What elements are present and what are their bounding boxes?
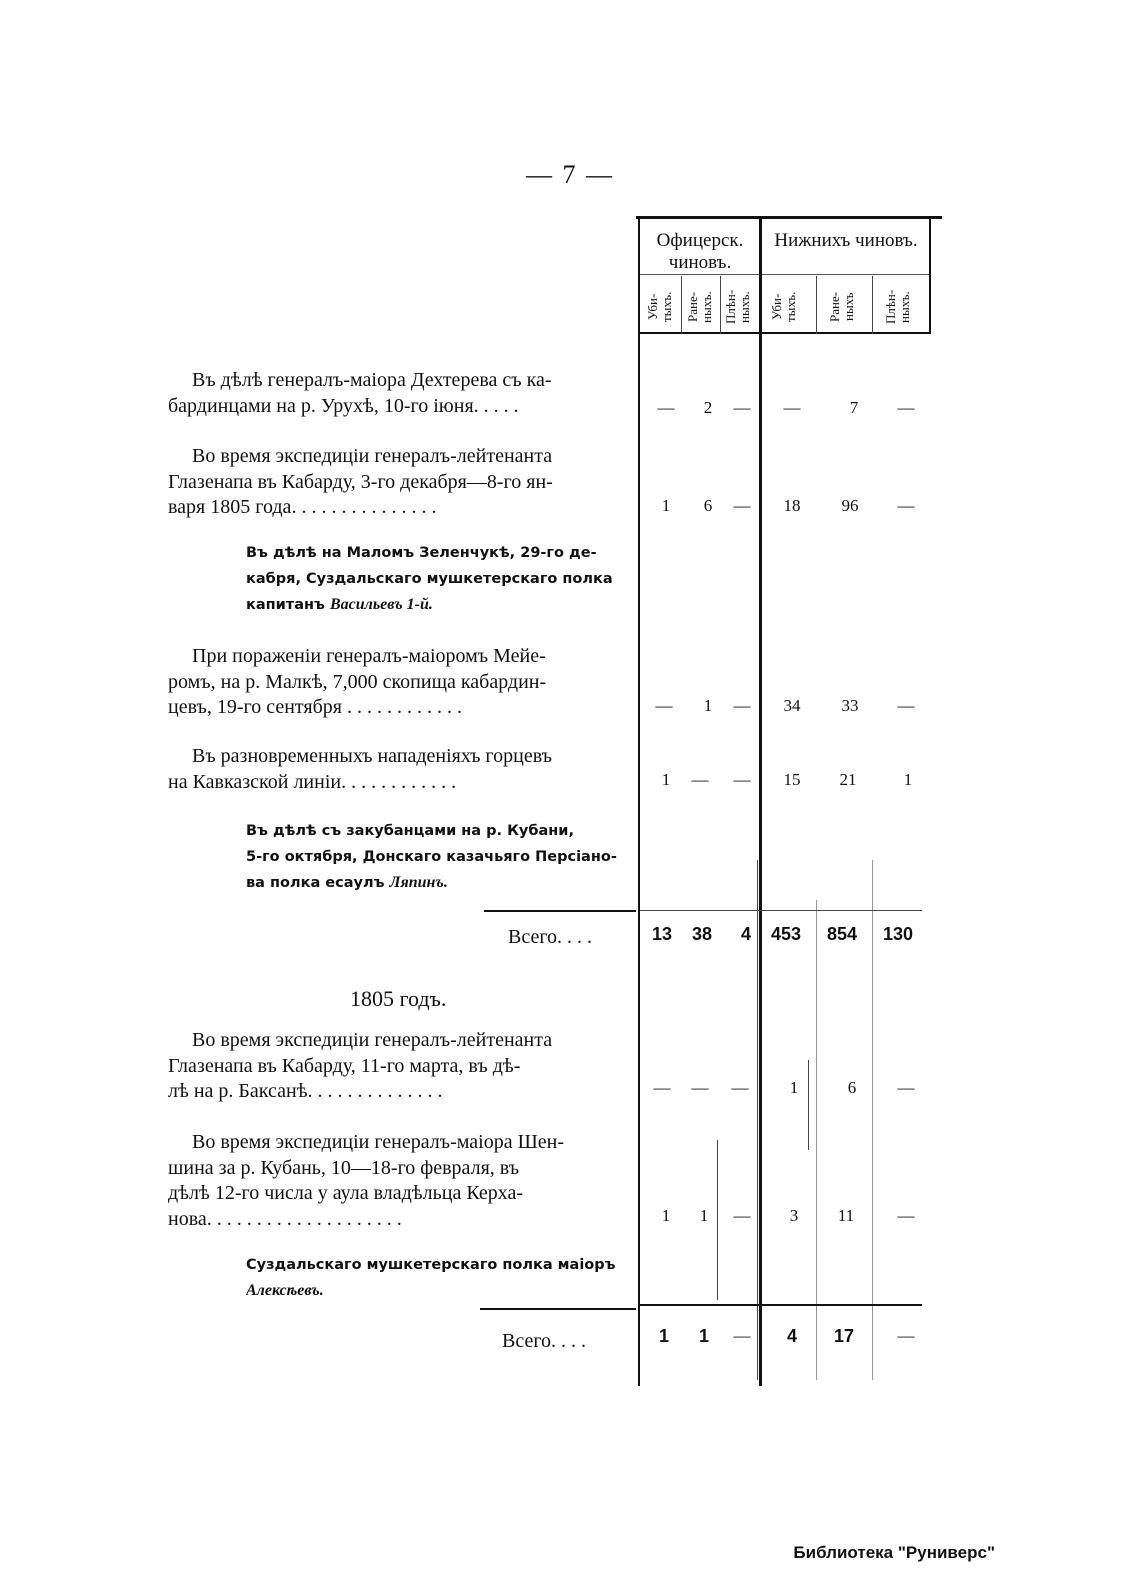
value-cell: 2 <box>703 398 713 417</box>
value-cell: — <box>691 770 709 789</box>
note-line: 5-го октября, Донскаго казачьяго Персіано- <box>246 849 617 865</box>
value-cell: — <box>733 696 751 715</box>
sub-header-wounded-officers: Ране- ныхъ. <box>685 291 714 323</box>
sub-header-wounded-lower: Ране- ныхъ <box>827 291 856 323</box>
value-cell: 1 <box>789 1078 799 1097</box>
total-cell: 13 <box>651 924 673 944</box>
entry-line: варя 1805 года. . . . . . . . . . . . . . . <box>168 496 437 518</box>
value-cell: 33 <box>841 696 859 715</box>
total-cell: — <box>897 1326 915 1345</box>
entry-caucasus-line <box>168 744 630 795</box>
total-cell: — <box>733 1326 751 1345</box>
entry-line: Глазенапа въ Кабарду, 3-го декабря—8-го ян- <box>168 470 553 493</box>
total-label: Всего. . . . <box>508 926 593 948</box>
entry-line: бардинцами на р. Урухѣ, 10-го іюня. . . . . <box>168 394 519 417</box>
entry-line: Во время экспедиціи генералъ-лейтенанта <box>192 445 553 467</box>
value-cell: 18 <box>783 496 801 515</box>
entry-meyer <box>168 644 630 721</box>
note-line: Въ дѣлѣ съ закубанцами на р. Кубани, <box>246 823 574 839</box>
total-cell: 4 <box>740 924 751 944</box>
note-line: Суздальскаго мушкетерскаго полка маіоръ <box>246 1257 616 1273</box>
value-cell: — <box>733 496 751 515</box>
total-cell: 453 <box>770 924 802 944</box>
total-cell: 17 <box>833 1326 855 1346</box>
value-cell: — <box>897 696 915 715</box>
value-cell: 15 <box>783 770 801 789</box>
note-officer-name: Алексѣевъ. <box>246 1282 324 1299</box>
value-cell: 34 <box>783 696 801 715</box>
value-cell: 7 <box>849 398 859 417</box>
lower-ranks-header: Нижнихъ чиновъ. <box>774 230 918 251</box>
value-cell: 1 <box>661 1206 671 1225</box>
value-cell: 1 <box>661 496 671 515</box>
note-officer-name: Васильевъ 1-й. <box>329 596 433 613</box>
entry-glazenap-1805 <box>168 1028 630 1105</box>
entry-line: дѣлѣ 12-го числа у аула владѣльца Керха- <box>168 1182 524 1204</box>
value-cell: 96 <box>841 496 859 515</box>
value-cell: — <box>731 1078 749 1097</box>
note-line: кабря, Суздальскаго мушкетерскаго полка <box>246 571 613 587</box>
entry-line: ромъ, на р. Малкѣ, 7,000 скопища кабардин- <box>168 670 547 693</box>
note-prefix: капитанъ <box>246 597 330 613</box>
total-cell: 38 <box>691 924 713 944</box>
value-cell: — <box>897 496 915 515</box>
note-alekseev <box>246 1252 632 1304</box>
entry-line: Во время экспедиціи генералъ-маіора Шен- <box>192 1131 565 1153</box>
value-cell: 11 <box>837 1206 855 1225</box>
value-cell: 1 <box>703 696 713 715</box>
sub-header-captured-lower: Плѣн- ныхъ. <box>883 289 912 325</box>
entry-line: на Кавказской линіи. . . . . . . . . . . . <box>168 770 457 793</box>
value-cell: — <box>897 1078 915 1097</box>
page-number: — 7 — <box>526 160 614 189</box>
value-cell: 1 <box>661 770 671 789</box>
officers-header: Офицерск. чиновъ. <box>656 230 744 273</box>
entry-line: нова. . . . . . . . . . . . . . . . . . . . <box>168 1207 402 1230</box>
sub-header-killed-lower: Уби- тыхъ. <box>769 291 798 323</box>
note-vasiliev <box>246 540 632 618</box>
total-cell: 854 <box>826 924 858 944</box>
total-cell: 1 <box>698 1326 709 1346</box>
note-lyapin <box>246 818 632 896</box>
value-cell: 21 <box>839 770 857 789</box>
note-officer-name: Ляпинъ. <box>389 874 448 891</box>
note-prefix: ва полка есаулъ <box>246 875 390 891</box>
entry-line: Во время экспедиціи генералъ-лейтенанта <box>192 1029 553 1051</box>
value-cell: — <box>733 770 751 789</box>
year-heading: 1805 годъ. <box>350 986 447 1011</box>
library-watermark: Библиотека "Руниверс" <box>793 1543 995 1562</box>
entry-line: шина за р. Кубань, 10—18-го февраля, въ <box>168 1156 520 1179</box>
value-cell: 6 <box>847 1078 857 1097</box>
value-cell: — <box>897 398 915 417</box>
value-cell: — <box>655 696 673 715</box>
value-cell: — <box>783 398 801 417</box>
value-cell: — <box>897 1206 915 1225</box>
entry-line: Въ разновременныхъ нападеніяхъ горцевъ <box>192 745 552 767</box>
value-cell: — <box>657 398 675 417</box>
sub-header-captured-officers: Плѣн- ныхъ. <box>723 289 752 325</box>
entry-dekhterev <box>168 368 630 419</box>
entry-line: При пораженіи генералъ-маіоромъ Мейе- <box>192 645 546 667</box>
entry-glazenap-1804 <box>168 444 630 521</box>
total-cell: 130 <box>882 924 914 944</box>
value-cell: — <box>691 1078 709 1097</box>
entry-shenshin <box>168 1130 630 1232</box>
total-label: Всего. . . . <box>502 1330 587 1352</box>
sub-header-killed-officers: Уби- тыхъ. <box>645 291 674 323</box>
note-line: Въ дѣлѣ на Маломъ Зеленчукѣ, 29-го де- <box>246 545 597 561</box>
total-cell: 4 <box>786 1326 797 1346</box>
value-cell: 1 <box>903 770 913 789</box>
entry-line: лѣ на р. Баксанѣ. . . . . . . . . . . . . . <box>168 1080 443 1102</box>
entry-line: цевъ, 19-го сентября . . . . . . . . . . . . <box>168 696 462 718</box>
entry-line: Глазенапа въ Кабарду, 11-го марта, въ дѣ- <box>168 1054 521 1077</box>
total-cell: 1 <box>658 1326 669 1346</box>
entry-line: Въ дѣлѣ генералъ-маіора Дехтерева съ ка- <box>192 369 552 391</box>
value-cell: — <box>733 398 751 417</box>
value-cell: 1 <box>699 1206 709 1225</box>
value-cell: — <box>653 1078 671 1097</box>
value-cell: 6 <box>703 496 713 515</box>
value-cell: — <box>733 1206 751 1225</box>
value-cell: 3 <box>789 1206 799 1225</box>
